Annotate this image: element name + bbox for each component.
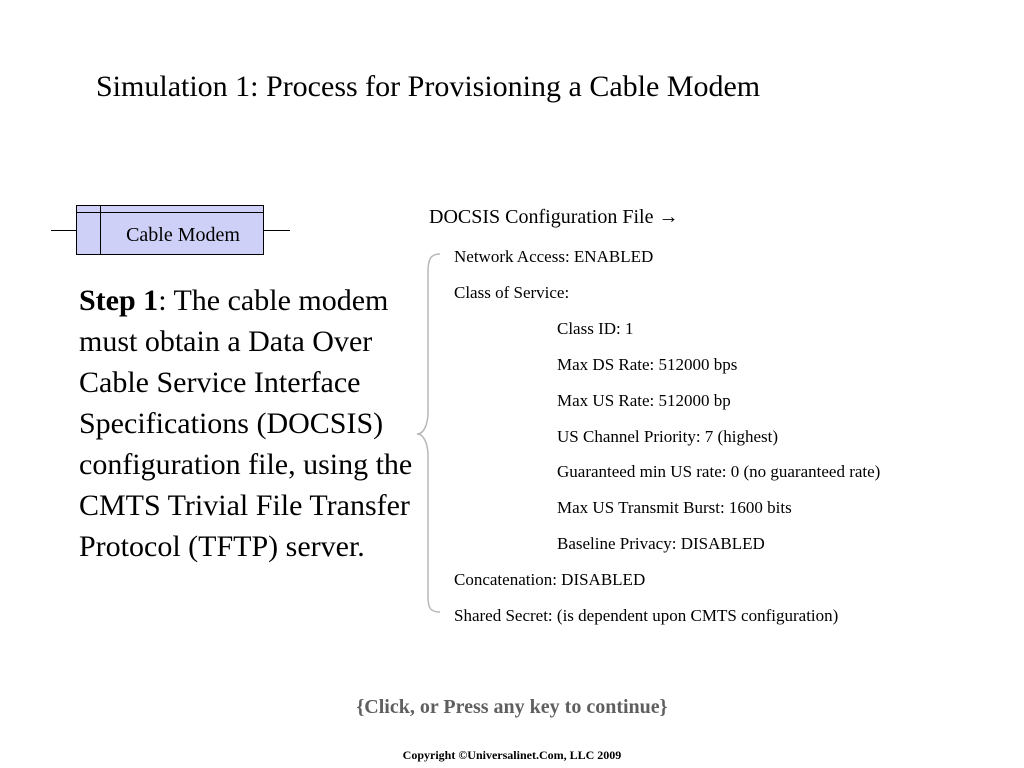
config-us-channel-priority: US Channel Priority: 7 (highest)	[557, 427, 778, 446]
step-description	[79, 280, 419, 567]
cable-modem-label: Cable Modem	[126, 224, 240, 246]
config-network-access: Network Access: ENABLED	[454, 247, 654, 266]
continue-prompt[interactable]: {Click, or Press any key to continue}	[356, 696, 668, 718]
config-max-us-rate: Max US Rate: 512000 bp	[557, 391, 731, 410]
modem-top-edge	[77, 212, 263, 213]
config-class-id: Class ID: 1	[557, 319, 634, 338]
modem-left-cable	[51, 230, 76, 231]
docsis-config-heading	[429, 205, 678, 229]
config-concatenation: Concatenation: DISABLED	[454, 570, 646, 589]
config-shared-secret: Shared Secret: (is dependent upon CMTS configuration)	[454, 606, 839, 625]
config-guaranteed-min-us-rate: Guaranteed min US rate: 0 (no guaranteed rate)	[557, 462, 881, 481]
right-arrow-icon: →	[658, 206, 679, 228]
config-max-ds-rate: Max DS Rate: 512000 bps	[557, 355, 738, 374]
docsis-heading-text: DOCSIS Configuration File	[429, 206, 654, 228]
modem-right-cable	[264, 230, 290, 231]
modem-front-panel	[100, 206, 101, 254]
config-max-us-transmit-burst: Max US Transmit Burst: 1600 bits	[557, 498, 792, 517]
copyright-notice: Copyright ©Universalinet.Com, LLC 2009	[402, 748, 622, 762]
step-label: Step 1	[79, 284, 159, 317]
cable-modem-device	[76, 205, 264, 255]
config-baseline-privacy: Baseline Privacy: DISABLED	[557, 534, 765, 553]
curly-brace-icon	[414, 252, 444, 614]
config-class-of-service: Class of Service:	[454, 283, 570, 302]
slide-title: Simulation 1: Process for Provisioning a Cable Modem	[96, 70, 761, 103]
step-body: : The cable modem must obtain a Data Over Cable Service Interface Specifications (DOCSIS) configuration file, using the CMTS Trivial File Transfer Protocol (TFTP) server.	[79, 284, 413, 563]
